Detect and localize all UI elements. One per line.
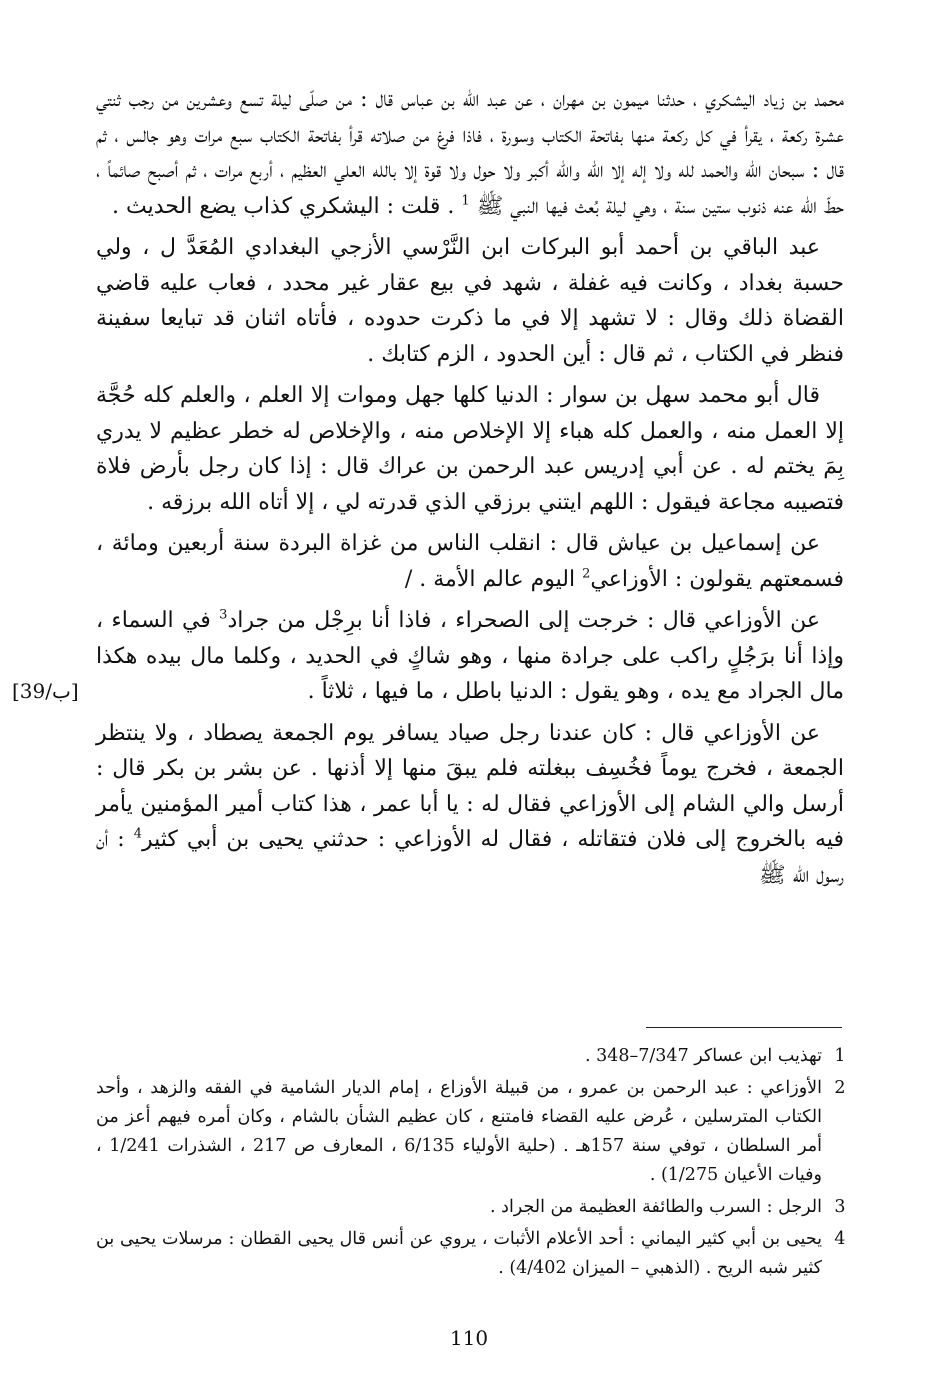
paragraph-text: عن الأوزاعي قال : خرجت إلى الصحراء ، فاذا أنا برِجْل من جراد [227, 608, 820, 633]
footnote-text: الرجل : السرب والطائفة العظيمة من الجراد . [490, 1197, 822, 1217]
footnote-ref-3[interactable]: 3 [219, 607, 228, 623]
footnote-separator [646, 1027, 842, 1028]
footnote-number: 1 [834, 1046, 846, 1066]
paragraph-text-tail: : أن رسول الله ﷺ [96, 827, 844, 888]
footnote-ref-4[interactable]: 4 [133, 826, 142, 842]
paragraph-text: محمد بن زياد اليشكري ، حدثنا ميمون بن مهران ، عن عبد الله بن عباس قال : من صلّى ليلة تسع وعشرين من رجب ثنتي عشرة ركعة ، يقرأ في كل ركعة منها بفاتحة الكتاب وسورة ، فاذا فرغ من صلاته قرأ بفاتحة الكتاب سبع مرات وهو جالس ، ثم قال : سبحان الله والحمد لله ولا إله إلا الله والله أكبر ولا حول ولا قوة إلا بالله العلي العظيم ، أربع مرات ، ثم أصبح صائماً ، حطّ الله عنه ذنوب ستين سنة ، وهي ليلة بُعث فيها النبي ﷺ [96, 87, 844, 219]
footnote-3 [96, 1193, 848, 1222]
page-number: 110 [449, 1326, 489, 1350]
paragraph-text-tail: . قلت : اليشكري كذاب يضع الحديث . [112, 193, 455, 219]
footnote-ref-2[interactable]: 2 [582, 566, 591, 582]
paragraph-text-tail: في السماء ، وإذا أنا برَجُلٍ راكب على جرادة منها ، وهو شاكٍ في الحديد ، وكلما مال بيده هكذا مال الجراد مع يده ، وهو يقول : الدنيا باطل ، ما فيها ، ثلاثاً . [96, 608, 844, 704]
manuscript-folio-marker: [39/ب] [12, 679, 79, 703]
footnote-ref-1[interactable]: 1 [461, 193, 470, 209]
paragraph-text: عن إسماعيل بن عياش قال : انقلب الناس من غزاة البردة سنة أربعين ومائة ، فسمعتهم يقولون : الأوزاعي [96, 531, 844, 592]
footnote-text: يحيى بن أبي كثير اليماني : أحد الأعلام الأثبات ، يروي عن أنس قال يحيى القطان : مرسلات يحيى بن كثير شبه الريح . (الذهبي – الميزان 4/402) . [96, 1229, 822, 1278]
paragraph-4 [96, 526, 844, 597]
footnote-2 [96, 1074, 848, 1190]
paragraph-6 [96, 716, 844, 894]
paragraph-text: عن الأوزاعي قال : كان عندنا رجل صياد يسافر يوم الجمعة يصطاد ، ولا ينتظر الجمعة ، فخرج يوماً فخُسِف ببغلته فلم يبقَ منها إلا أذنها . عن بشر بن بكر قال : أرسل والي الشام إلى الأوزاعي فقال له : يا أبا عمر ، هذا كتاب أمير المؤمنين يأمر فيه بالخروج إلى فلان فتقاتله ، فقال له الأوزاعي : حدثني يحيى بن أبي كثير [96, 720, 844, 852]
footnote-text: تهذيب ابن عساكر 7/347–348 . [584, 1046, 822, 1066]
paragraph-2 [96, 230, 844, 372]
footnote-text: الأوزاعي : عبد الرحمن بن عمرو ، من قبيلة الأوزاع ، إمام الديار الشامية في الفقه والزهد ، وأحد الكتاب المترسلين ، عُرض عليه القضاء فامتنع ، كان عظيم الشأن بالشام ، وكان أمره فيهم أعز من أمر السلطان ، توفي سنة 157هـ . (حلية الأولياء 6/135 ، المعارف ص 217 ، الشذرات 1/241 ، وفيات الأعيان 1/275) . [96, 1078, 822, 1185]
footnote-number: 2 [834, 1078, 846, 1098]
footnote-number: 3 [834, 1197, 846, 1217]
main-text [96, 82, 844, 899]
footnotes [96, 1042, 848, 1286]
paragraph-3 [96, 378, 844, 520]
paragraph-5 [96, 603, 844, 710]
footnote-1 [96, 1042, 848, 1071]
paragraph-1 [96, 82, 844, 224]
paragraph-text: قال أبو محمد سهل بن سوار : الدنيا كلها جهل وموات إلا العلم ، والعلم كله حُجَّة إلا العمل منه ، والعمل كله هباء إلا الإخلاص منه ، والإخلاص له خطر عظيم لا يدري بِمَ يختم له . عن أبي إدريس عبد الرحمن بن عراك قال : إذا كان رجل بأرض فلاة فتصيبه مجاعة فيقول : اللهم ايتني برزقي الذي قدرته لي ، إلا أتاه الله برزقه . [96, 383, 844, 515]
footnote-number: 4 [834, 1229, 846, 1249]
footnote-4 [96, 1225, 848, 1283]
paragraph-text-tail: اليوم عالم الأمة . / [404, 566, 576, 592]
paragraph-text: عبد الباقي بن أحمد أبو البركات ابن النَّرْسي الأزجي البغدادي المُعَدَّ ل ، ولي حسبة بغداد ، وكانت فيه غفلة ، شهد في بيع عقار غير محدد ، فعاب عليه قاضي القضاة ذلك وقال : لا تشهد إلا في ما ذكرت حدوده ، فأتاه اثنان قد تبايعا سفينة فنظر في الكتاب ، ثم قال : أين الحدود ، الزم كتابك . [96, 235, 844, 367]
